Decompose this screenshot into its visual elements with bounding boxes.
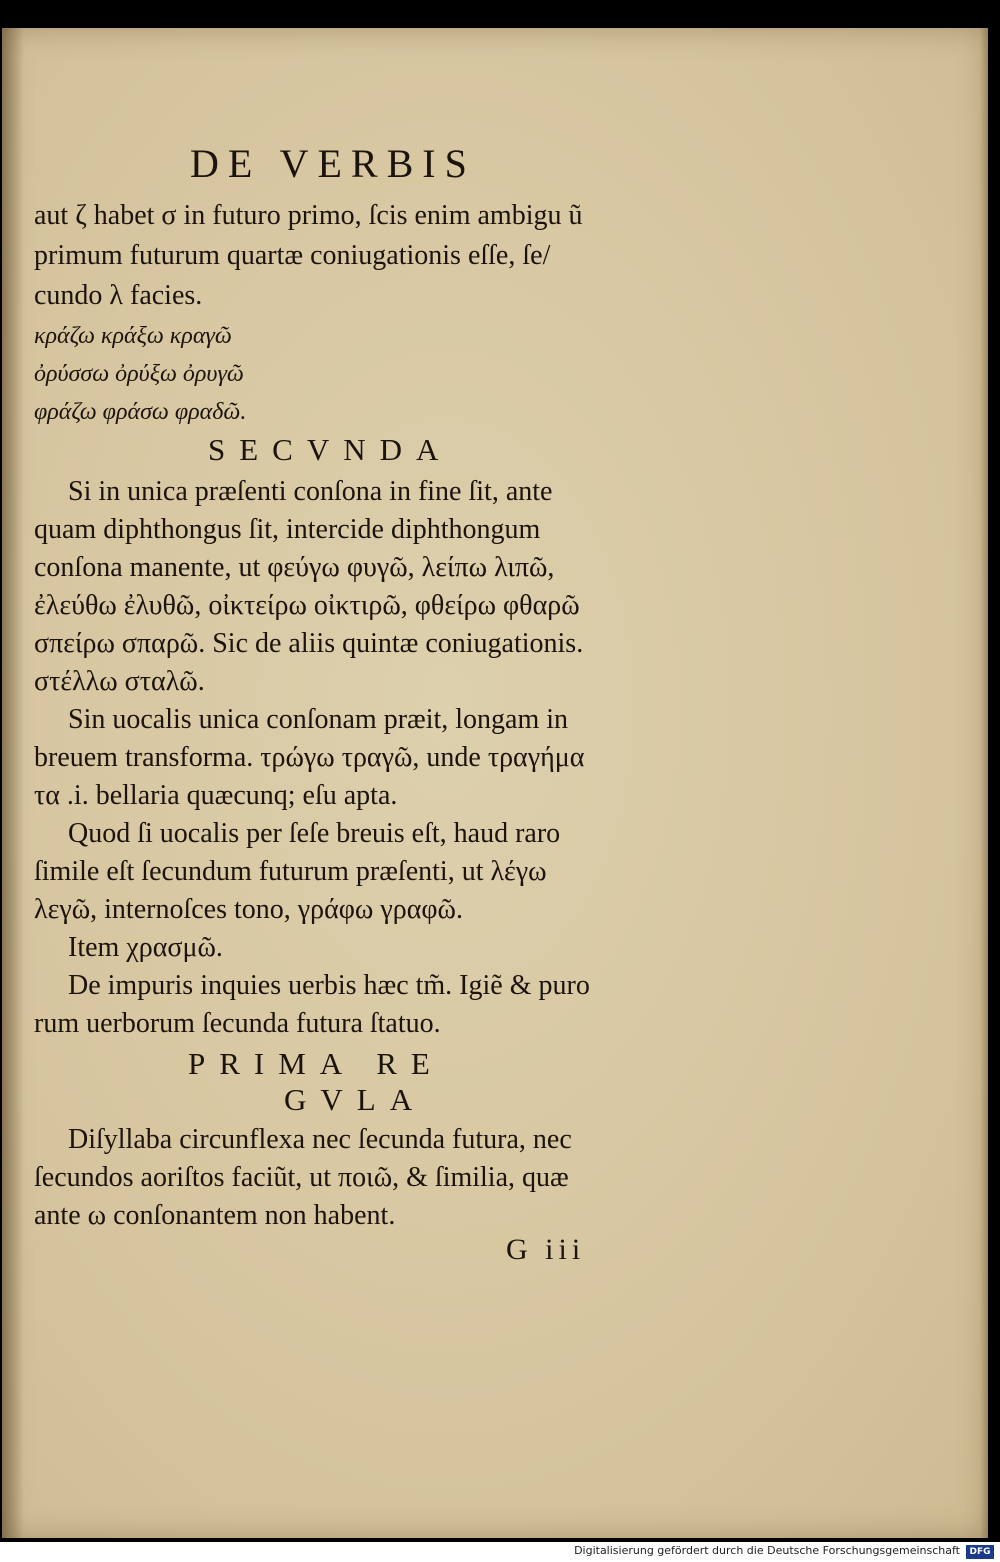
- footer-bar: [0, 1542, 1000, 1562]
- page-text: [2, 28, 988, 1538]
- text-line: ἐλεύθω ἐλυθῶ, οἰκτείρω οἰκτιρῶ, φθείρω φθαρῶ: [34, 590, 580, 621]
- text-line: rum uerborum ſecunda futura ſtatuo.: [34, 1008, 441, 1039]
- greek-line: φράζω φράσω φραδῶ.: [34, 399, 247, 425]
- text-line: cundo λ facies.: [34, 280, 203, 311]
- text-line: σπείρω σπαρῶ. Sic de aliis quintæ coniugationis.: [34, 628, 584, 659]
- text-line: Sin uocalis unica conſonam præit, longam in: [68, 704, 569, 735]
- text-line: ſecundos aoriſtos faciũt, ut ποιῶ, & ſimilia, quæ: [34, 1162, 569, 1193]
- running-head: DE VERBIS: [190, 141, 476, 186]
- greek-line: κράζω κράξω κραγῶ: [34, 323, 232, 349]
- section-heading-secunda: SECVNDA: [208, 432, 453, 467]
- text-line: De impuris inquies uerbis hæc tm̃. Igiẽ & puro: [68, 970, 590, 1001]
- funding-credit: Digitalisierung gefördert durch die Deutsche Forschungsgemeinschaft: [574, 1544, 960, 1557]
- signature-mark: G iii: [506, 1233, 586, 1266]
- text-line: Si in unica præſenti conſona in fine ſit, ante: [68, 476, 553, 507]
- text-line: στέλλω σταλῶ.: [34, 666, 205, 697]
- text-line: primum futurum quartæ coniugationis eſſe, ſe/: [34, 240, 551, 271]
- text-line: conſona manente, ut φεύγω φυγῶ, λείπω λιπῶ,: [34, 552, 555, 583]
- text-line: Item χρασμῶ.: [68, 932, 223, 963]
- dfg-logo-icon: DFG: [966, 1545, 994, 1559]
- text-line: Diſyllaba circunflexa nec ſecunda futura, nec: [68, 1124, 572, 1155]
- book-page: [2, 28, 988, 1538]
- section-heading-gula: GVLA: [284, 1082, 427, 1117]
- text-line: λεγῶ, internoſces tono, γράφω γραφῶ.: [34, 894, 463, 925]
- text-line: Quod ſi uocalis per ſeſe breuis eſt, haud raro: [68, 818, 561, 849]
- text-line: τα .i. bellaria quæcunq; eſu apta.: [34, 780, 398, 811]
- text-line: breuem transforma. τρώγω τραγῶ, unde τραγήμα: [34, 742, 585, 773]
- text-line: ante ω conſonantem non habent.: [34, 1200, 396, 1231]
- text-line: ſimile eſt ſecundum futurum præſenti, ut λέγω: [34, 856, 547, 887]
- text-line: quam diphthongus ſit, intercide diphthongum: [34, 514, 541, 545]
- text-line: aut ζ habet σ in futuro primo, ſcis enim ambigu ũ: [34, 200, 583, 231]
- greek-line: ὀρύσσω ὀρύξω ὀρυγῶ: [34, 361, 244, 387]
- section-heading-prima: PRIMA RE: [188, 1046, 444, 1081]
